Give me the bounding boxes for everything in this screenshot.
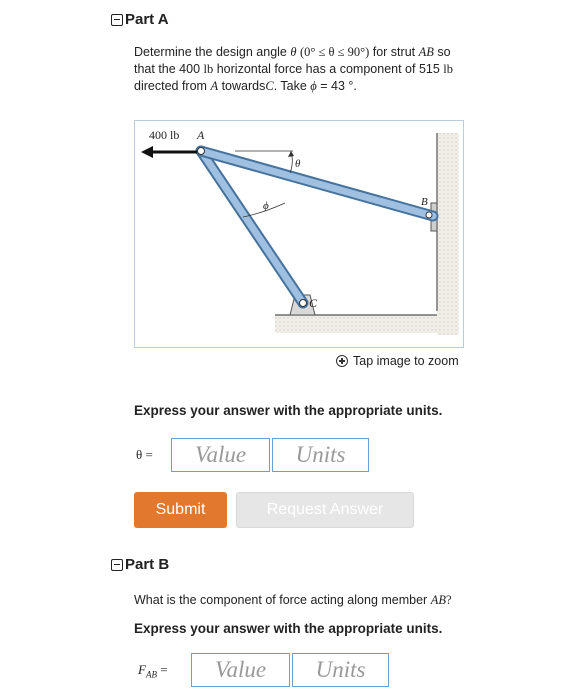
zoom-label: Tap image to zoom [353,354,459,368]
strut-diagram [135,121,463,347]
label-phi: ϕ [263,200,269,212]
question-line-2: that the 400 lb horizontal force has a component of 515 lb [134,62,454,76]
question-line-3: directed from A towardsC. Take ϕ = 43 °. [134,79,357,93]
ground [275,315,459,333]
theta-answer-label: θ = [136,447,153,462]
part-a-title: Part A [125,11,169,28]
part-b-question: What is the component of force acting along member AB? [134,593,452,607]
part-a-header[interactable] [111,11,169,28]
zoom-link[interactable] [336,354,459,368]
theta-arc-head [288,151,294,157]
submit-button[interactable]: Submit [134,492,227,528]
pin-a [198,148,205,155]
force-arrowhead [141,146,153,158]
part-b-instruction: Express your answer with the appropriate units. [134,621,443,636]
part-a-question [134,44,453,95]
part-b-header[interactable] [111,556,169,573]
force-label: 400 lb [149,128,180,142]
question-line-1: Determine the design angle θ (0° ≤ θ ≤ 90°) for strut AB so [134,45,451,59]
label-b: B [421,196,428,208]
part-b-title: Part B [125,556,170,573]
fab-units-input[interactable]: Units [292,653,389,687]
collapse-icon[interactable] [111,14,123,26]
wall [437,133,459,335]
pin-b [426,212,432,218]
part-a-instruction: Express your answer with the appropriate units. [134,403,443,418]
strut-figure[interactable] [134,120,464,348]
theta-value-input[interactable]: Value [171,438,270,472]
zoom-icon [336,355,348,367]
fab-value-input[interactable]: Value [191,653,290,687]
theta-units-input[interactable]: Units [272,438,369,472]
fab-answer-label: $F_{AB}$ = [138,662,168,680]
pin-c [300,300,307,307]
label-c: C [309,296,318,310]
label-a: A [197,128,205,142]
collapse-icon[interactable] [111,559,123,571]
request-answer-button[interactable]: Request Answer [236,492,414,528]
label-theta: θ [295,158,301,170]
